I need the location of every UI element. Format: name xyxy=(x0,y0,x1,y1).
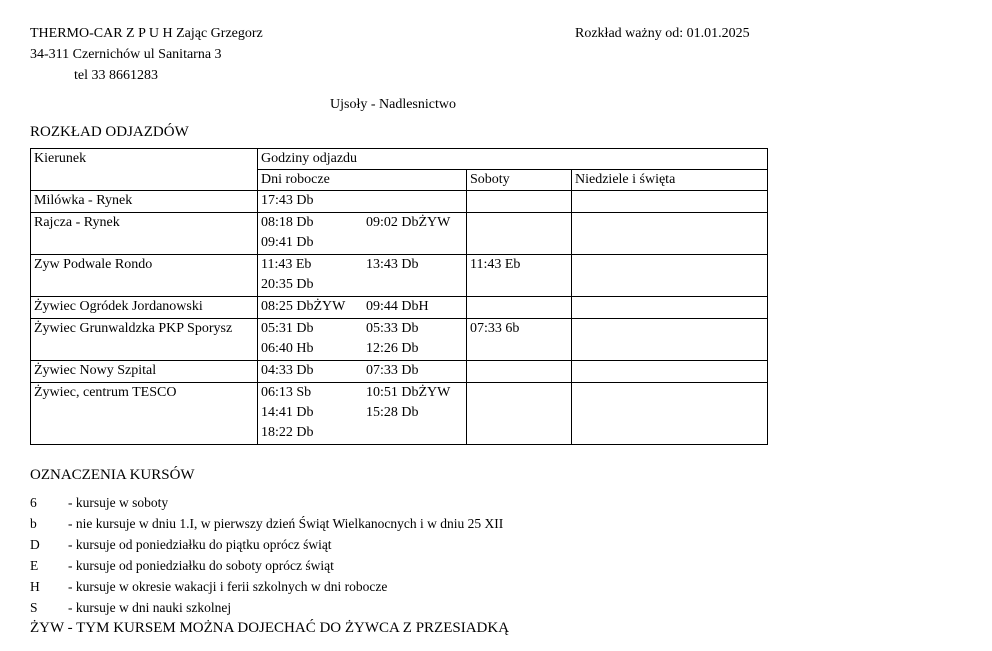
departure-time: 15:28 Db xyxy=(366,405,419,420)
departure-line xyxy=(261,213,466,233)
legend-code: D xyxy=(30,537,40,552)
weekdays-cell xyxy=(258,213,467,255)
legend-description: - nie kursuje w dniu 1.I, w pierwszy dzień Świąt Wielkanocnych i w dniu 25 XII xyxy=(68,516,504,531)
sundays-cell xyxy=(572,297,768,319)
departure-time: 08:25 DbŻYW xyxy=(261,299,346,314)
table-row xyxy=(31,319,768,361)
departure-time: 08:18 Db xyxy=(261,215,314,230)
departure-time: 11:43 Eb xyxy=(261,257,312,272)
legend-code: E xyxy=(30,558,39,573)
table-header-row xyxy=(31,149,768,170)
header-sundays: Niedziele i święta xyxy=(572,170,768,191)
sundays-cell xyxy=(572,383,768,445)
departure-line xyxy=(261,403,466,423)
direction-cell: Żywiec Ogródek Jordanowski xyxy=(31,297,258,319)
weekdays-cell xyxy=(258,319,467,361)
departure-time: 05:31 Db xyxy=(261,321,314,336)
legend-final-note: ŻYW - TYM KURSEM MOŻNA DOJECHAĆ DO ŻYWCA Z PRZESIADKĄ xyxy=(30,620,510,636)
timetable xyxy=(30,148,768,445)
header-direction-label: Kierunek xyxy=(34,151,87,166)
departure-time: 11:43 Eb xyxy=(470,257,521,272)
direction-cell: Żywiec, centrum TESCO xyxy=(31,383,258,445)
header-saturdays: Soboty xyxy=(467,170,572,191)
table-row xyxy=(31,383,768,445)
departure-time: 09:02 DbŻYW xyxy=(366,215,451,230)
header-departures xyxy=(258,149,768,170)
table-row xyxy=(31,255,768,297)
direction-cell: Żywiec Grunwaldzka PKP Sporysz xyxy=(31,319,258,361)
departure-time: 18:22 Db xyxy=(261,425,314,440)
departure-time: 13:43 Db xyxy=(366,257,419,272)
departure-line xyxy=(261,339,466,359)
departure-line xyxy=(261,191,466,211)
route-name: Ujsoły - Nadlesnictwo xyxy=(330,97,456,112)
saturdays-cell xyxy=(467,297,572,319)
departure-line xyxy=(261,233,466,253)
legend-title: OZNACZENIA KURSÓW xyxy=(30,467,195,483)
saturdays-cell xyxy=(467,213,572,255)
departure-time: 06:13 Sb xyxy=(261,385,312,400)
departure-time: 09:41 Db xyxy=(261,235,314,250)
direction-cell: Milówka - Rynek xyxy=(31,191,258,213)
departure-time: 04:33 Db xyxy=(261,363,314,378)
departure-line xyxy=(261,275,466,295)
company-address: 34-311 Czernichów ul Sanitarna 3 xyxy=(30,47,222,62)
table-row xyxy=(31,213,768,255)
sundays-cell xyxy=(572,361,768,383)
departure-time: 07:33 6b xyxy=(470,321,520,336)
table-row xyxy=(31,297,768,319)
departure-line xyxy=(261,361,466,381)
departure-time: 14:41 Db xyxy=(261,405,314,420)
saturdays-cell xyxy=(467,319,572,361)
weekdays-cell xyxy=(258,383,467,445)
legend-description: - kursuje w soboty xyxy=(68,495,169,510)
direction-cell: Żywiec Nowy Szpital xyxy=(31,361,258,383)
company-name: THERMO-CAR Z P U H Zając Grzegorz xyxy=(30,26,263,41)
departure-time: 09:44 DbH xyxy=(366,299,429,314)
legend-code: b xyxy=(30,516,37,531)
legend-description: - kursuje od poniedziałku do soboty oprócz świąt xyxy=(68,558,334,573)
weekdays-cell xyxy=(258,191,467,213)
direction-cell: Zyw Podwale Rondo xyxy=(31,255,258,297)
departure-line xyxy=(261,297,466,317)
company-phone: tel 33 8661283 xyxy=(74,68,158,83)
departure-time: 10:51 DbŻYW xyxy=(366,385,451,400)
saturdays-cell xyxy=(467,255,572,297)
departure-time: 12:26 Db xyxy=(366,341,419,356)
table-row xyxy=(31,361,768,383)
departure-line xyxy=(261,255,466,275)
legend-code: H xyxy=(30,579,40,594)
header-direction xyxy=(31,149,258,191)
sundays-cell xyxy=(572,191,768,213)
legend-description: - kursuje w dni nauki szkolnej xyxy=(68,600,232,615)
departure-time: 06:40 Hb xyxy=(261,341,314,356)
valid-from: Rozkład ważny od: 01.01.2025 xyxy=(575,26,750,41)
sundays-cell xyxy=(572,213,768,255)
legend-code: S xyxy=(30,600,38,615)
sundays-cell xyxy=(572,319,768,361)
departure-time: 20:35 Db xyxy=(261,277,314,292)
departure-line xyxy=(261,383,466,403)
saturdays-cell xyxy=(467,191,572,213)
weekdays-cell xyxy=(258,361,467,383)
header-departures-label: Godziny odjazdu xyxy=(261,151,358,166)
departure-line xyxy=(261,319,466,339)
saturdays-cell xyxy=(467,383,572,445)
sundays-cell xyxy=(572,255,768,297)
saturdays-cell xyxy=(467,361,572,383)
departure-time: 17:43 Db xyxy=(261,193,314,208)
header-weekdays: Dni robocze xyxy=(258,170,467,191)
legend-description: - kursuje w okresie wakacji i ferii szkolnych w dni robocze xyxy=(68,579,388,594)
weekdays-cell xyxy=(258,255,467,297)
departure-line xyxy=(261,423,466,443)
weekdays-cell xyxy=(258,297,467,319)
departure-time: 07:33 Db xyxy=(366,363,419,378)
section-title: ROZKŁAD ODJAZDÓW xyxy=(30,124,189,140)
legend-code: 6 xyxy=(30,495,37,510)
direction-cell: Rajcza - Rynek xyxy=(31,213,258,255)
table-row xyxy=(31,191,768,213)
legend-description: - kursuje od poniedziałku do piątku oprócz świąt xyxy=(68,537,332,552)
departure-time: 05:33 Db xyxy=(366,321,419,336)
